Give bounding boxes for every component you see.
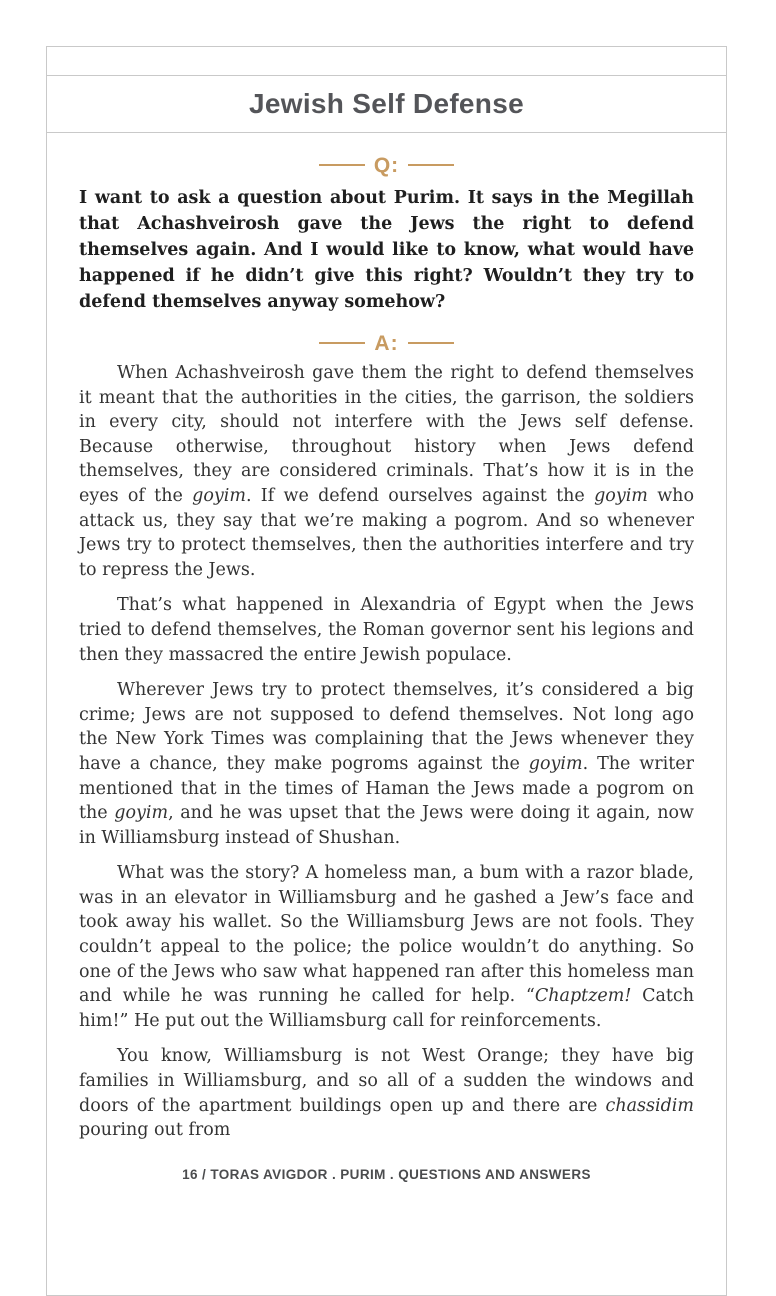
answer-ornament (79, 331, 694, 355)
text-run: What was the story? A homeless man, a bum with a razor blade, was in an elevator in Williamsburg and he gashed a Jew’s face and took away his wallet. So the Williamsburg Jews are not fools. They couldn’t appeal to the police; the police wouldn’t do anything. So one of the Jews who saw what happened ran after this homeless man and while he was running he called for help. “ (79, 863, 694, 1007)
answer-paragraph (79, 361, 694, 582)
answer-paragraph (79, 678, 694, 850)
italic-term: goyim (114, 803, 169, 824)
answer-label: A: (374, 331, 399, 355)
answer-paragraph (79, 1044, 694, 1142)
italic-term: chassidim (605, 1095, 694, 1116)
italic-term: goyim (528, 753, 583, 774)
page (46, 46, 727, 1296)
question-label: Q: (373, 153, 400, 177)
text-run: . The writer mentioned that in the times of Haman the Jews made a pogrom on the (79, 753, 694, 824)
text-run: , and he was upset that the Jews were doing it again, now in Williamsburg instead of Shushan. (79, 803, 694, 848)
text-run: That’s what happened in Alexandria of Egypt when the Jews tried to defend themselves, the Roman governor sent his legions and then they massacred the entire Jewish populace. (79, 595, 694, 665)
ornament-dash-right (408, 164, 454, 166)
text-run: You know, Williamsburg is not West Orange; they have big families in Williamsburg, and so all of a sudden the windows and doors of the apartment buildings open up and there are (79, 1046, 694, 1116)
page-footer: 16 / TORAS AVIGDOR . PURIM . QUESTIONS AND ANSWERS (182, 1166, 591, 1182)
question-text: I want to ask a question about Purim. It says in the Megillah that Achashveirosh gave the Jews the right to defend themselves again. And I would like to know, what would have happened if he didn’t give this right? Wouldn’t they try to defend themselves anyway somehow? (79, 188, 694, 312)
text-run: Catch him!” He put out the Williamsburg call for reinforcements. (79, 986, 694, 1031)
page-content (47, 133, 726, 1143)
page-top-strip (47, 47, 726, 76)
italic-term: goyim (594, 485, 648, 506)
ornament-dash-right (408, 342, 454, 344)
question-ornament (79, 153, 694, 177)
italic-term: Chaptzem! (534, 986, 632, 1007)
answer-paragraph (79, 861, 694, 1033)
title-band (47, 76, 726, 133)
ornament-dash-left (319, 164, 365, 166)
text-run: When Achashveirosh gave them the right to defend themselves it meant that the authorities in the cities, the garrison, the soldiers in every city, should not interfere with the Jews self defense. Because otherwise, throughout history when Jews defend themselves, they are considered criminals. That’s how it is in the eyes of the (79, 363, 694, 506)
italic-term: goyim (192, 485, 246, 506)
page-title: Jewish Self Defense (249, 88, 524, 119)
answer-paragraphs (79, 361, 694, 1143)
text-run: who attack us, they say that we’re making a pogrom. And so whenever Jews try to protect themselves, then the authorities interfere and try to repress the Jews. (79, 485, 694, 580)
answer-paragraph (79, 593, 694, 667)
ornament-dash-left (319, 342, 365, 344)
text-run: Wherever Jews try to protect themselves, it’s considered a big crime; Jews are not supposed to defend themselves. Not long ago the New York Times was complaining that the Jews whenever they have a chance, they make pogroms against the (79, 680, 694, 774)
text-run: pouring out from (79, 1120, 231, 1141)
text-run: . If we defend ourselves against the (245, 485, 595, 506)
